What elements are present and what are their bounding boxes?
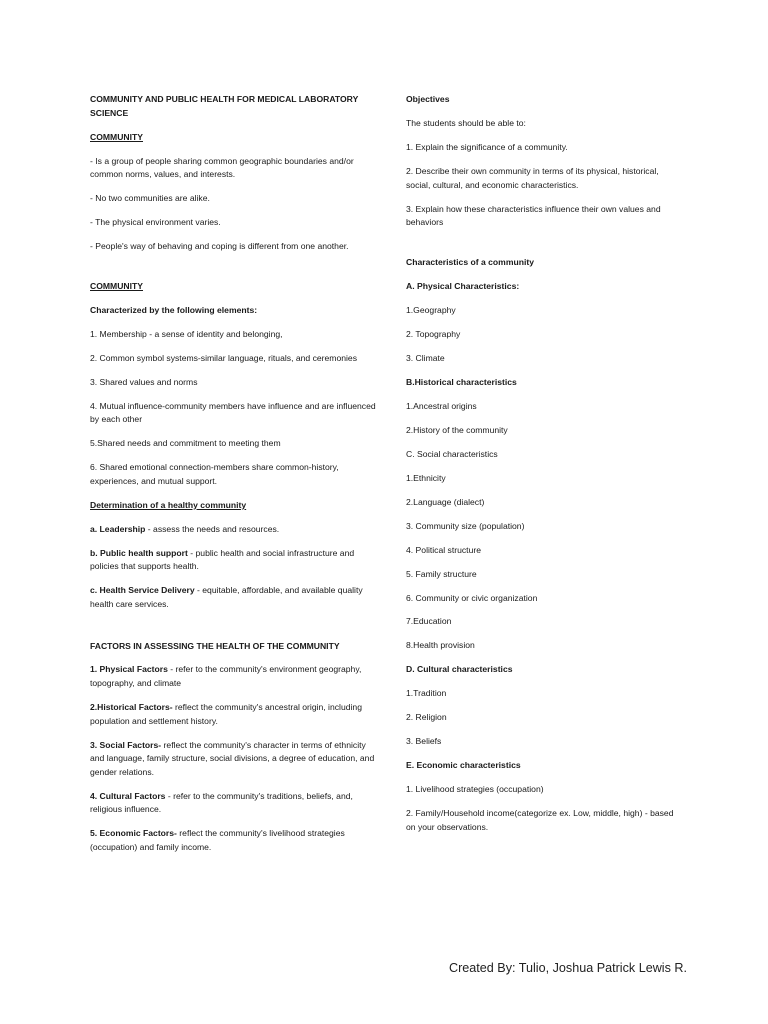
historical-item: 2.History of the community bbox=[406, 424, 508, 435]
factor-item: 4. Cultural Factors - refer to the community's traditions, beliefs, and, religious influence. bbox=[90, 790, 353, 815]
social-item: 5. Family structure bbox=[406, 568, 477, 579]
physical-item: 2. Topography bbox=[406, 328, 461, 339]
factor-item: 1. Physical Factors - refer to the community's environment geography, topography, and climate bbox=[90, 664, 362, 689]
element-item: 1. Membership - a sense of identity and belonging, bbox=[90, 328, 283, 339]
community-point: - People's way of behaving and coping is different from one another. bbox=[90, 241, 349, 252]
physical-item: 1.Geography bbox=[406, 304, 456, 315]
physical-item: 3. Climate bbox=[406, 352, 445, 363]
social-item: 6. Community or civic organization bbox=[406, 592, 538, 603]
element-item: 5.Shared needs and commitment to meeting them bbox=[90, 438, 281, 449]
left-column bbox=[90, 93, 380, 865]
factor-item: 5. Economic Factors- reflect the community's livelihood strategies (occupation) and family income. bbox=[90, 828, 345, 852]
cultural-item: 1.Tradition bbox=[406, 688, 447, 699]
historical-item: 1.Ancestral origins bbox=[406, 400, 477, 411]
physical-heading: A. Physical Characteristics: bbox=[406, 280, 520, 291]
healthy-community-heading: Determination of a healthy community bbox=[90, 499, 247, 510]
community-heading: COMMUNITY bbox=[90, 131, 143, 142]
social-item: 3. Community size (population) bbox=[406, 520, 525, 531]
cultural-item: 2. Religion bbox=[406, 712, 447, 723]
objective-item: 2. Describe their own community in terms of its physical, historical, social, cultural, and economic characteristics. bbox=[406, 165, 659, 190]
healthy-item: b. Public health support - public health and social infrastructure and policies that supports health. bbox=[90, 547, 355, 572]
cultural-heading: D. Cultural characteristics bbox=[406, 664, 513, 675]
objective-item: 3. Explain how these characteristics influence their own values and behaviors bbox=[406, 203, 661, 228]
social-item: 4. Political structure bbox=[406, 544, 481, 555]
factor-item: 3. Social Factors- reflect the community's character in terms of ethnicity and language, family structure, social divisions, a degree of education, and gender relations. bbox=[90, 739, 375, 777]
healthy-item: c. Health Service Delivery - equitable, affordable, and available quality health care services. bbox=[90, 585, 363, 609]
community-point: - The physical environment varies. bbox=[90, 217, 221, 228]
objectives-intro: The students should be able to: bbox=[406, 117, 526, 128]
social-item: 1.Ethnicity bbox=[406, 472, 446, 483]
economic-item: 1. Livelihood strategies (occupation) bbox=[406, 784, 544, 795]
community-point: - No two communities are alike. bbox=[90, 193, 210, 204]
characteristics-heading: Characteristics of a community bbox=[406, 256, 534, 267]
element-item: 4. Mutual influence-community members have influence and are influenced by each other bbox=[90, 400, 376, 425]
healthy-item: a. Leadership - assess the needs and resources. bbox=[90, 523, 280, 534]
document-title: COMMUNITY AND PUBLIC HEALTH FOR MEDICAL LABORATORY SCIENCE bbox=[90, 94, 359, 118]
historical-heading: B.Historical characteristics bbox=[406, 376, 517, 387]
objective-item: 1. Explain the significance of a community. bbox=[406, 141, 568, 152]
economic-heading: E. Economic characteristics bbox=[406, 760, 521, 771]
economic-item: 2. Family/Household income(categorize ex. Low, middle, high) - based on your observations. bbox=[406, 808, 674, 832]
factors-heading: FACTORS IN ASSESSING THE HEALTH OF THE COMMUNITY bbox=[90, 640, 340, 651]
element-item: 6. Shared emotional connection-members share common-history, experiences, and mutual support. bbox=[90, 462, 339, 486]
social-item: 8.Health provision bbox=[406, 640, 475, 651]
social-item: 2.Language (dialect) bbox=[406, 496, 485, 507]
community-point: - Is a group of people sharing common geographic boundaries and/or common norms, values, and interests. bbox=[90, 155, 354, 180]
element-item: 3. Shared values and norms bbox=[90, 376, 198, 387]
element-item: 2. Common symbol systems-similar language, rituals, and ceremonies bbox=[90, 352, 357, 363]
community-heading-2: COMMUNITY bbox=[90, 280, 143, 291]
objectives-heading: Objectives bbox=[406, 94, 450, 104]
factor-item: 2.Historical Factors- reflect the community's ancestral origin, including population and settlement history. bbox=[90, 702, 362, 726]
right-column bbox=[406, 93, 678, 845]
cultural-item: 3. Beliefs bbox=[406, 736, 442, 747]
author-credit: Created By: Tulio, Joshua Patrick Lewis R. bbox=[449, 961, 687, 975]
elements-intro: Characterized by the following elements: bbox=[90, 304, 258, 315]
social-item: 7.Education bbox=[406, 616, 452, 627]
social-heading: C. Social characteristics bbox=[406, 448, 498, 459]
